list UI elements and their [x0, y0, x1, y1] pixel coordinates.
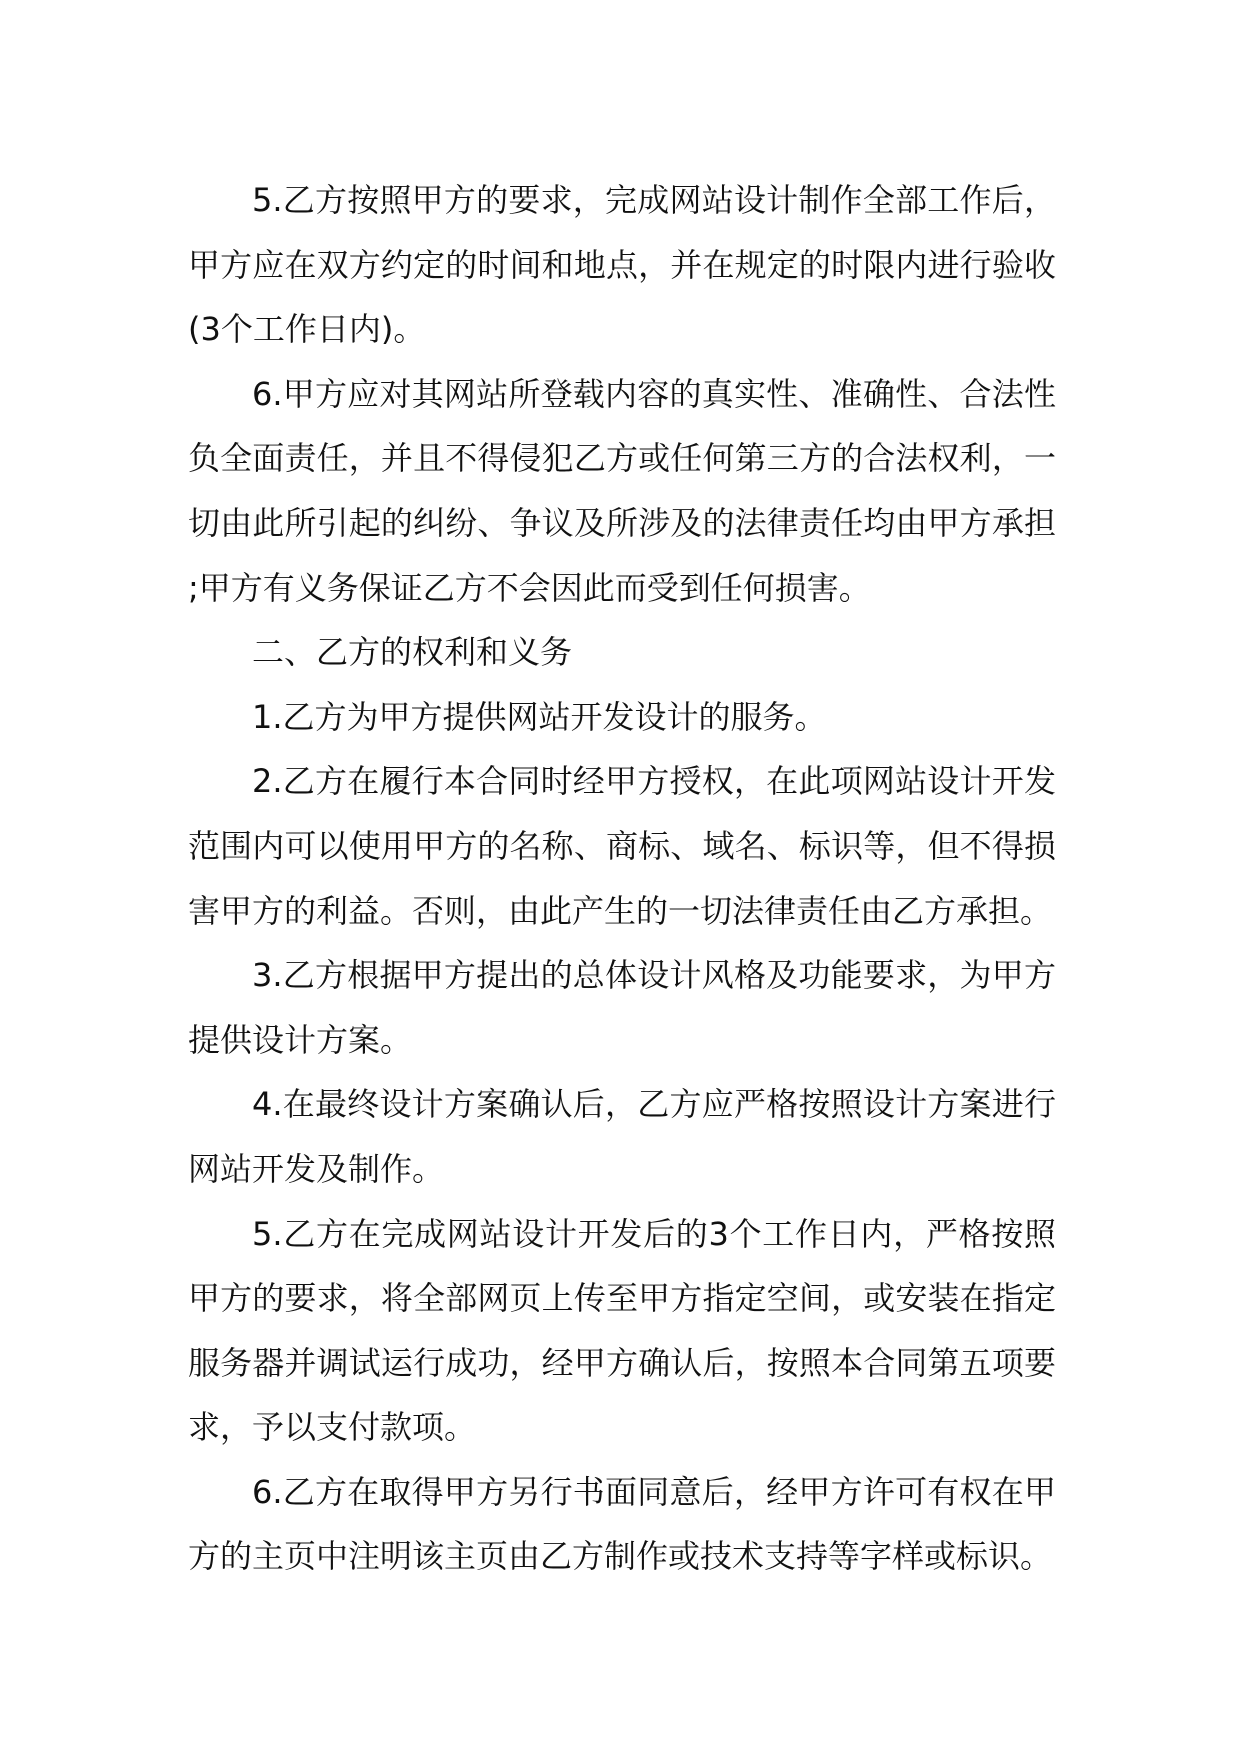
- paragraph-b-3-design-proposal: 3.乙方根据甲方提出的总体设计风格及功能要求，为甲方提供设计方案。: [188, 956, 1056, 1059]
- paragraph-b-4-development: 4.在最终设计方案确认后，乙方应严格按照设计方案进行网站开发及制作。: [188, 1085, 1056, 1188]
- paragraph-party-b-completion-acceptance: 5.乙方按照甲方的要求，完成网站设计制作全部工作后，甲方应在双方约定的时间和地点，并在规定的时限内进行验收(3个工作日内)。: [188, 181, 1056, 349]
- section-heading-party-b-rights: 二、乙方的权利和义务: [252, 633, 573, 672]
- paragraph-b-2-authorization: 2.乙方在履行本合同时经甲方授权，在此项网站设计开发范围内可以使用甲方的名称、商标、域名、标识等，但不得损害甲方的利益。否则，由此产生的一切法律责任由乙方承担。: [188, 762, 1056, 930]
- paragraph-party-a-content-liability: 6.甲方应对其网站所登载内容的真实性、准确性、合法性负全面责任，并且不得侵犯乙方或任何第三方的合法权利，一切由此所引起的纠纷、争议及所涉及的法律责任均由甲方承担;甲方有义务保证乙方不会因此而受到任何损害。: [188, 374, 1056, 607]
- paragraph-b-5-upload-payment: 5.乙方在完成网站设计开发后的3个工作日内，严格按照甲方的要求，将全部网页上传至甲方指定空间，或安装在指定服务器并调试运行成功，经甲方确认后，按照本合同第五项要求，予以支付款项。: [188, 1214, 1056, 1447]
- paragraph-b-6-credit-notice: 6.乙方在取得甲方另行书面同意后，经甲方许可有权在甲方的主页中注明该主页由乙方制作或技术支持等字样或标识。: [188, 1472, 1056, 1576]
- document-body: [188, 168, 1056, 1589]
- paragraph-b-1-development-service: 1.乙方为甲方提供网站开发设计的服务。: [252, 697, 827, 736]
